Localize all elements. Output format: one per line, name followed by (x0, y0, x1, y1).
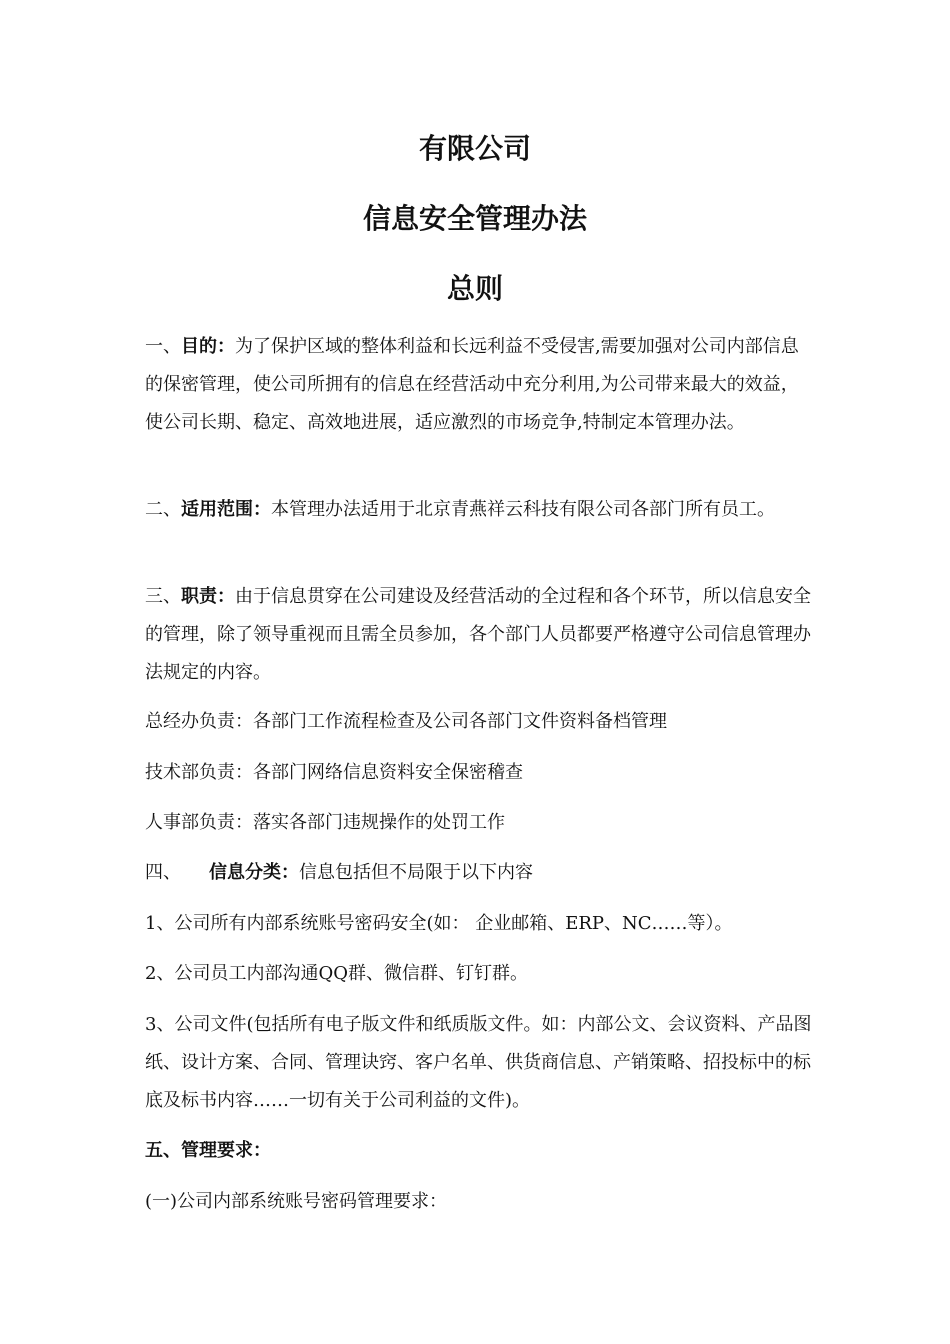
account-password-subheading: (一)公司内部系统账号密码管理要求： (145, 1191, 448, 1212)
scope-label: 适用范围： (181, 499, 271, 520)
classification-paragraph (145, 860, 533, 886)
classification-prefix: 四、 (145, 862, 181, 883)
duty-prefix: 三、 (145, 586, 181, 607)
purpose-text: 为了保护区域的整体利益和长远利益不受侵害,需要加强对公司内部信息的保密管理，使公司所拥有的信息在经营活动中充分利用,为公司带来最大的效益，使公司长期、稳定、高效地进展，适应激烈的市场竞争,特制定本管理办法。 (145, 336, 799, 433)
classification-item-2: 2、公司员工内部沟通QQ群、微信群、钉钉群。 (145, 963, 528, 984)
duty-paragraph (145, 578, 813, 692)
document-title: 信息安全管理办法 (362, 202, 587, 235)
duty-general-office: 总经办负责：各部门工作流程检查及公司各部门文件资料备档管理 (145, 711, 667, 732)
duty-hr-dept: 人事部负责：落实各部门违规操作的处罚工作 (145, 812, 505, 833)
purpose-paragraph (145, 328, 813, 442)
classification-item-1: 1、公司所有内部系统账号密码安全(如： 企业邮箱、ERP、NC……等）。 (145, 913, 733, 934)
classification-label: 信息分类： (209, 862, 299, 883)
scope-paragraph (145, 497, 775, 523)
scope-text: 本管理办法适用于北京青燕祥云科技有限公司各部门所有员工。 (271, 499, 775, 520)
management-requirements-heading: 五、管理要求： (145, 1140, 271, 1161)
duty-tech-dept: 技术部负责：各部门网络信息资料安全保密稽查 (145, 762, 523, 783)
classification-text: 信息包括但不局限于以下内容 (299, 862, 533, 883)
purpose-label: 目的： (181, 336, 235, 357)
section-title: 总则 (446, 272, 503, 305)
scope-prefix: 二、 (145, 499, 181, 520)
company-title: 有限公司 (418, 132, 531, 165)
classification-item-3: 3、公司文件(包括所有电子版文件和纸质版文件。如：内部公文、会议资料、产品图纸、设计方案、合同、管理诀窍、客户名单、供货商信息、产销策略、招投标中的标底及标书内容……一切有关于公司利益的文件)。 (145, 1014, 812, 1111)
duty-label: 职责： (181, 586, 235, 607)
purpose-prefix: 一、 (145, 336, 181, 357)
duty-text: 由于信息贯穿在公司建设及经营活动的全过程和各个环节，所以信息安全的管理，除了领导重视而且需全员参加，各个部门人员都要严格遵守公司信息管理办法规定的内容。 (145, 586, 811, 683)
